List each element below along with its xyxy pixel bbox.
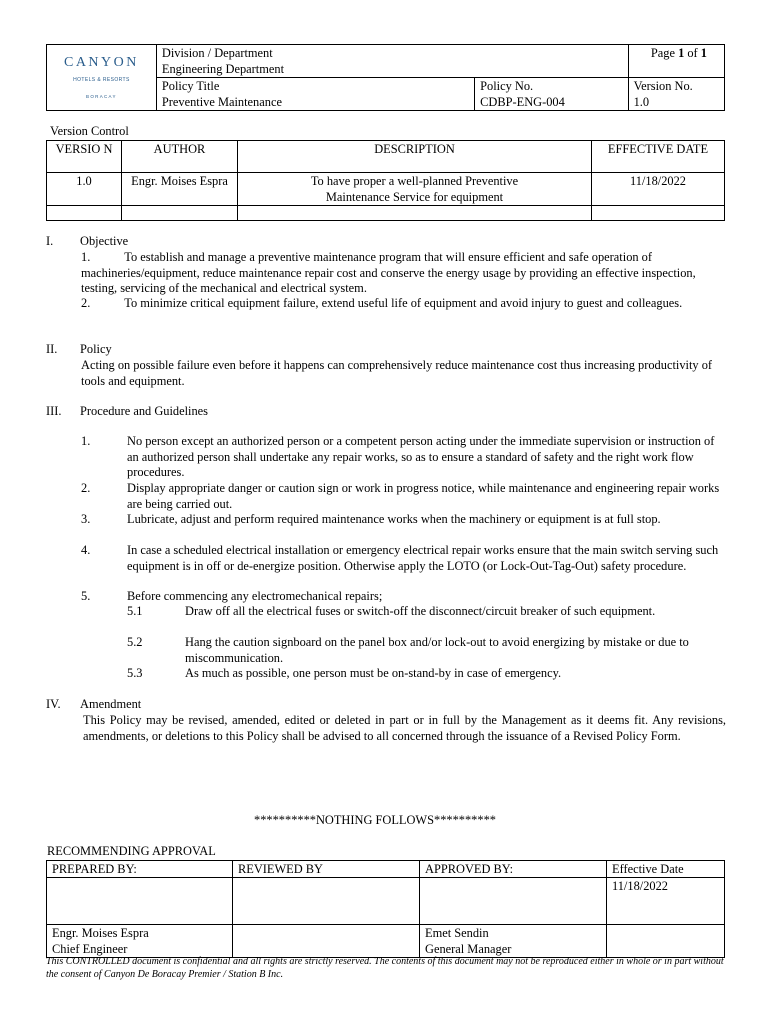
procedure-item — [81, 543, 727, 574]
logo-sub: HOTELS & RESORTS — [73, 76, 130, 83]
vc-header-effective-date: EFFECTIVE DATE — [592, 141, 725, 173]
procedure-item — [81, 434, 727, 481]
vc-empty-cell — [592, 206, 725, 221]
version-control-title: Version Control — [50, 124, 129, 138]
reviewed-by-cell — [233, 925, 420, 958]
vc-empty-cell — [238, 206, 592, 221]
version-no-label: Version No. — [633, 79, 693, 93]
nothing-follows: **********NOTHING FOLLOWS********** — [254, 813, 496, 827]
division-value: Engineering Department — [161, 62, 285, 76]
subitem-number: 5.2 — [127, 635, 143, 649]
item-number: 1. — [81, 250, 91, 264]
section-objective-heading — [46, 234, 128, 249]
procedure-subitem — [127, 666, 727, 682]
item-text: To establish and manage a preventive maintenance program that will ensure efficient and safe operation of machineries/equipment, reduce maintenance repair cost and conserve the energy usage by providing an effective inspection, testing, servicing of the mechanical and electrical system. — [81, 250, 696, 296]
policy-title-label: Policy Title — [161, 79, 220, 93]
procedure-item — [81, 481, 727, 512]
division-cell — [156, 45, 628, 78]
reviewed-signature-cell — [233, 878, 420, 925]
section-title: Objective — [80, 234, 129, 248]
prepared-title: Chief Engineer — [52, 942, 128, 956]
policy-text: Acting on possible failure even before it happens can comprehensively reduce maintenance cost thus increasing productivity of tools and equipment. — [81, 358, 713, 388]
item-number: 2. — [81, 296, 91, 310]
policy-no-value: CDBP-ENG-004 — [480, 95, 565, 109]
section-procedure-heading — [46, 404, 208, 419]
canyon-logo — [47, 51, 156, 105]
logo-sub2: BORACAY — [86, 93, 117, 99]
header-table — [46, 44, 725, 111]
subitem-number: 5.3 — [127, 666, 143, 680]
section-amendment-heading — [46, 697, 141, 712]
section-title: Amendment — [80, 697, 142, 711]
prepared-signature-cell — [47, 878, 233, 925]
vc-author: Engr. Moises Espra — [122, 173, 238, 206]
subitem-text: Hang the caution signboard on the panel box and/or lock-out to avoid energizing by mistake or due to miscommunication. — [185, 635, 689, 665]
version-control-table — [46, 140, 725, 221]
procedure-item — [81, 589, 727, 605]
item-text: No person except an authorized person or a competent person acting under the immediate supervision or instruction of an authorized person shall undertake any repair works, so as to ensure a standard of safety and the right work flow procedures. — [127, 434, 715, 480]
approved-signature-cell — [420, 878, 607, 925]
logo-name: CANYON — [63, 54, 139, 70]
item-text: Display appropriate danger or caution sign or work in progress notice, while maintenance and engineering repair works are being carried out. — [127, 481, 720, 511]
procedure-item — [81, 512, 727, 528]
vc-header-author: AUTHOR — [122, 141, 238, 173]
section-number: II. — [46, 342, 58, 356]
procedure-subitem — [127, 604, 727, 620]
page-number: Page 1 of 1 — [650, 46, 707, 60]
division-label: Division / Department — [161, 46, 273, 60]
approved-name: Emet Sendin — [425, 926, 489, 940]
policy-no-cell — [475, 78, 628, 111]
item-number: 4. — [81, 543, 91, 557]
item-text: To minimize critical equipment failure, extend useful life of equipment and avoid injury to guest and colleagues. — [124, 296, 683, 310]
vc-effective-date: 11/18/2022 — [592, 173, 725, 206]
item-number: 1. — [81, 434, 91, 448]
logo-cell — [47, 45, 157, 111]
version-no-value: 1.0 — [633, 95, 650, 109]
section-policy-heading — [46, 342, 112, 357]
approval-header-effective-date: Effective Date — [607, 861, 725, 878]
prepared-name: Engr. Moises Espra — [52, 926, 149, 940]
vc-header-version: VERSIO N — [47, 141, 122, 173]
approved-title: General Manager — [425, 942, 512, 956]
objective-item — [81, 250, 727, 297]
policy-title-value: Preventive Maintenance — [161, 95, 282, 109]
item-text: In case a scheduled electrical installation or emergency electrical repair works ensure that the main switch serving such equipment is in off or de-energize position. Otherwise apply the LOTO (or Lock-Out-Tag-Out) safety procedure. — [127, 543, 719, 573]
prepared-by-cell — [47, 925, 233, 958]
section-number: III. — [46, 404, 62, 418]
version-no-cell — [628, 78, 724, 111]
item-text: Lubricate, adjust and perform required maintenance works when the machinery or equipment is at full stop. — [127, 512, 661, 526]
item-text: Before commencing any electromechanical repairs; — [127, 589, 383, 603]
approval-title: RECOMMENDING APPROVAL — [47, 844, 216, 858]
section-title: Policy — [80, 342, 112, 356]
section-title: Procedure and Guidelines — [80, 404, 208, 418]
item-number: 5. — [81, 589, 91, 603]
confidentiality-note: This CONTROLLED document is confidential and all rights are strictly reserved. The contents of this document may not be reproduced either in whole or in part without the consent of Canyon De Boracay Premier / Station B Inc. — [46, 956, 724, 980]
approved-by-cell — [420, 925, 607, 958]
amendment-text: This Policy may be revised, amended, edited or deleted in part or in full by the Management as it deems fit. Any revisions, amendments, or deletions to this Policy shall be advised to all concerned through the issuance of a Revised Policy Form. — [83, 713, 726, 743]
approval-table — [46, 860, 725, 958]
objective-item — [81, 296, 727, 312]
vc-header-description: DESCRIPTION — [238, 141, 592, 173]
subitem-text: Draw off all the electrical fuses or switch-off the disconnect/circuit breaker of such equipment. — [185, 604, 656, 618]
item-number: 2. — [81, 481, 91, 495]
item-number: 3. — [81, 512, 91, 526]
policy-no-label: Policy No. — [480, 79, 534, 93]
effective-date-value: 11/18/2022 — [607, 878, 725, 925]
approval-header-prepared: PREPARED BY: — [47, 861, 233, 878]
vc-description: To have proper a well-planned Preventive Maintenance Service for equipment — [238, 173, 592, 206]
vc-empty-cell — [47, 206, 122, 221]
section-number: I. — [46, 234, 54, 248]
subitem-text: As much as possible, one person must be on-stand-by in case of emergency. — [185, 666, 562, 680]
procedure-subitem — [127, 635, 727, 666]
subitem-number: 5.1 — [127, 604, 143, 618]
vc-version: 1.0 — [47, 173, 122, 206]
approval-header-approved: APPROVED BY: — [420, 861, 607, 878]
section-number: IV. — [46, 697, 61, 711]
effective-date-empty-cell — [607, 925, 725, 958]
vc-empty-cell — [122, 206, 238, 221]
approval-header-reviewed: REVIEWED BY — [233, 861, 420, 878]
page-cell — [628, 45, 724, 78]
policy-title-cell — [156, 78, 474, 111]
